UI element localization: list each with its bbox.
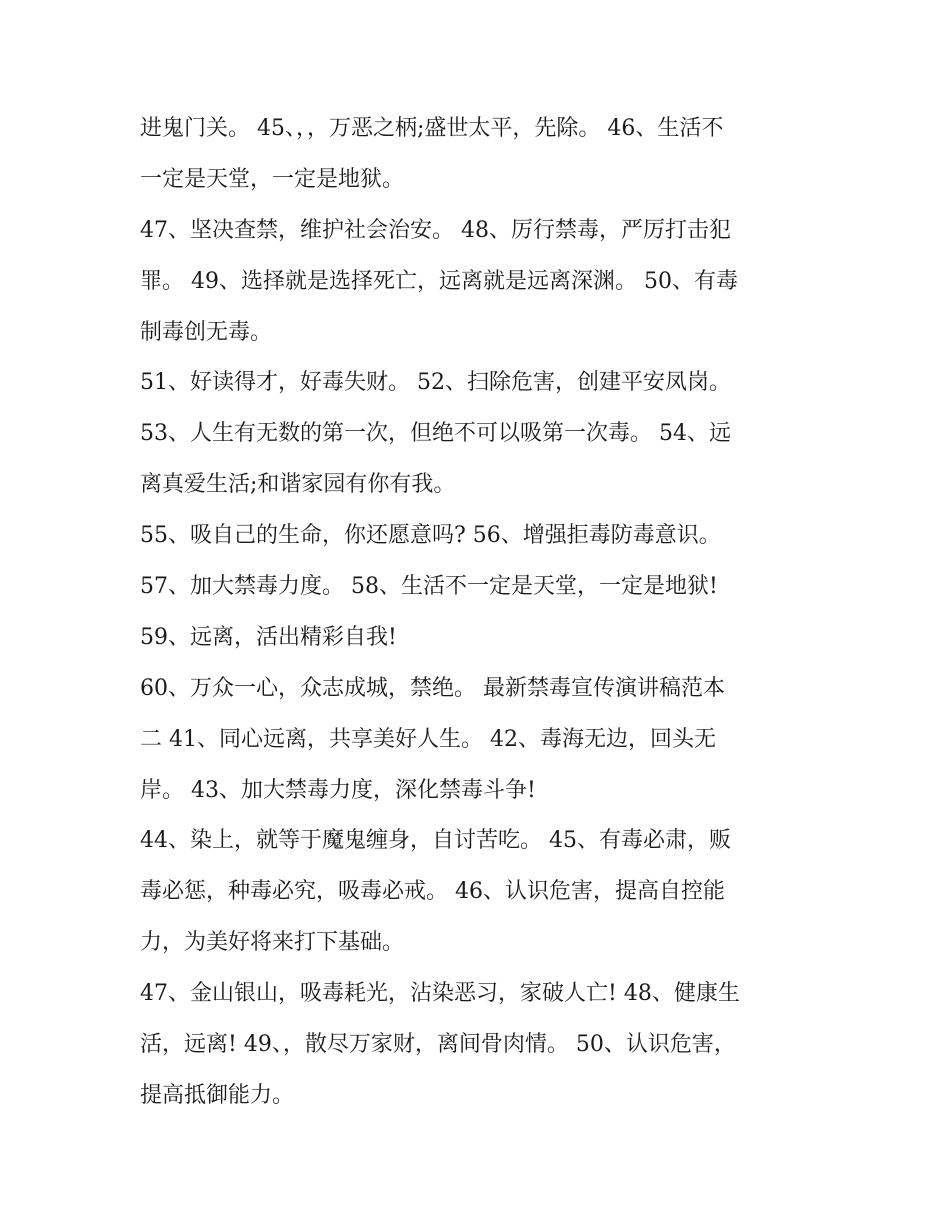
text-line: 57、加大禁毒力度。 58、生活不一定是天堂，一定是地狱! [140, 574, 718, 600]
text-line: 活，远离! 49、，散尽万家财，离间骨肉情。 50、认识危害， [140, 1032, 736, 1058]
text-line: 51、好读得才，好毒失财。 52、扫除危害，创建平安凤岗。 [140, 370, 731, 396]
text-line: 55、吸自己的生命，你还愿意吗? 56、增强拒毒防毒意识。 [140, 523, 721, 549]
text-line: 二 41、同心远离，共享美好人生。 42、毒海无边，回头无 [140, 726, 716, 752]
text-line: 60、万众一心，众志成城，禁绝。 最新禁毒宣传演讲稿范本 [140, 675, 725, 701]
text-line: 一定是天堂，一定是地狱。 [140, 166, 405, 192]
document-body [140, 104, 810, 1122]
text-line: 罪。 49、选择就是选择死亡，远离就是远离深渊。 50、有毒 [140, 268, 738, 294]
text-line: 制毒创无毒。 [140, 319, 273, 345]
text-line: 进鬼门关。 45、，，万恶之柄;盛世太平，先除。 46、生活不 [140, 116, 724, 141]
text-line: 离真爱生活;和谐家园有你有我。 [140, 472, 456, 498]
text-line: 59、远离，活出精彩自我! [140, 624, 397, 650]
text-line: 47、坚决查禁，维护社会治安。 48、厉行禁毒，严厉打击犯 [140, 217, 731, 243]
text-line: 毒必惩，种毒必究，吸毒必戒。 46、认识危害，提高自控能 [140, 879, 725, 905]
text-line: 53、人生有无数的第一次，但绝不可以吸第一次毒。 54、远 [140, 421, 731, 447]
text-line: 47、金山银山，吸毒耗光，沾染恶习，家破人亡! 48、健康生 [140, 981, 740, 1007]
text-line: 力，为美好将来打下基础。 [140, 930, 405, 956]
text-line: 岸。 43、加大禁毒力度，深化禁毒斗争! [140, 777, 536, 803]
text-line: 44、染上，就等于魔鬼缠身，自讨苦吃。 45、有毒必肃，贩 [140, 828, 731, 854]
text-line: 提高抵御能力。 [140, 1082, 295, 1108]
